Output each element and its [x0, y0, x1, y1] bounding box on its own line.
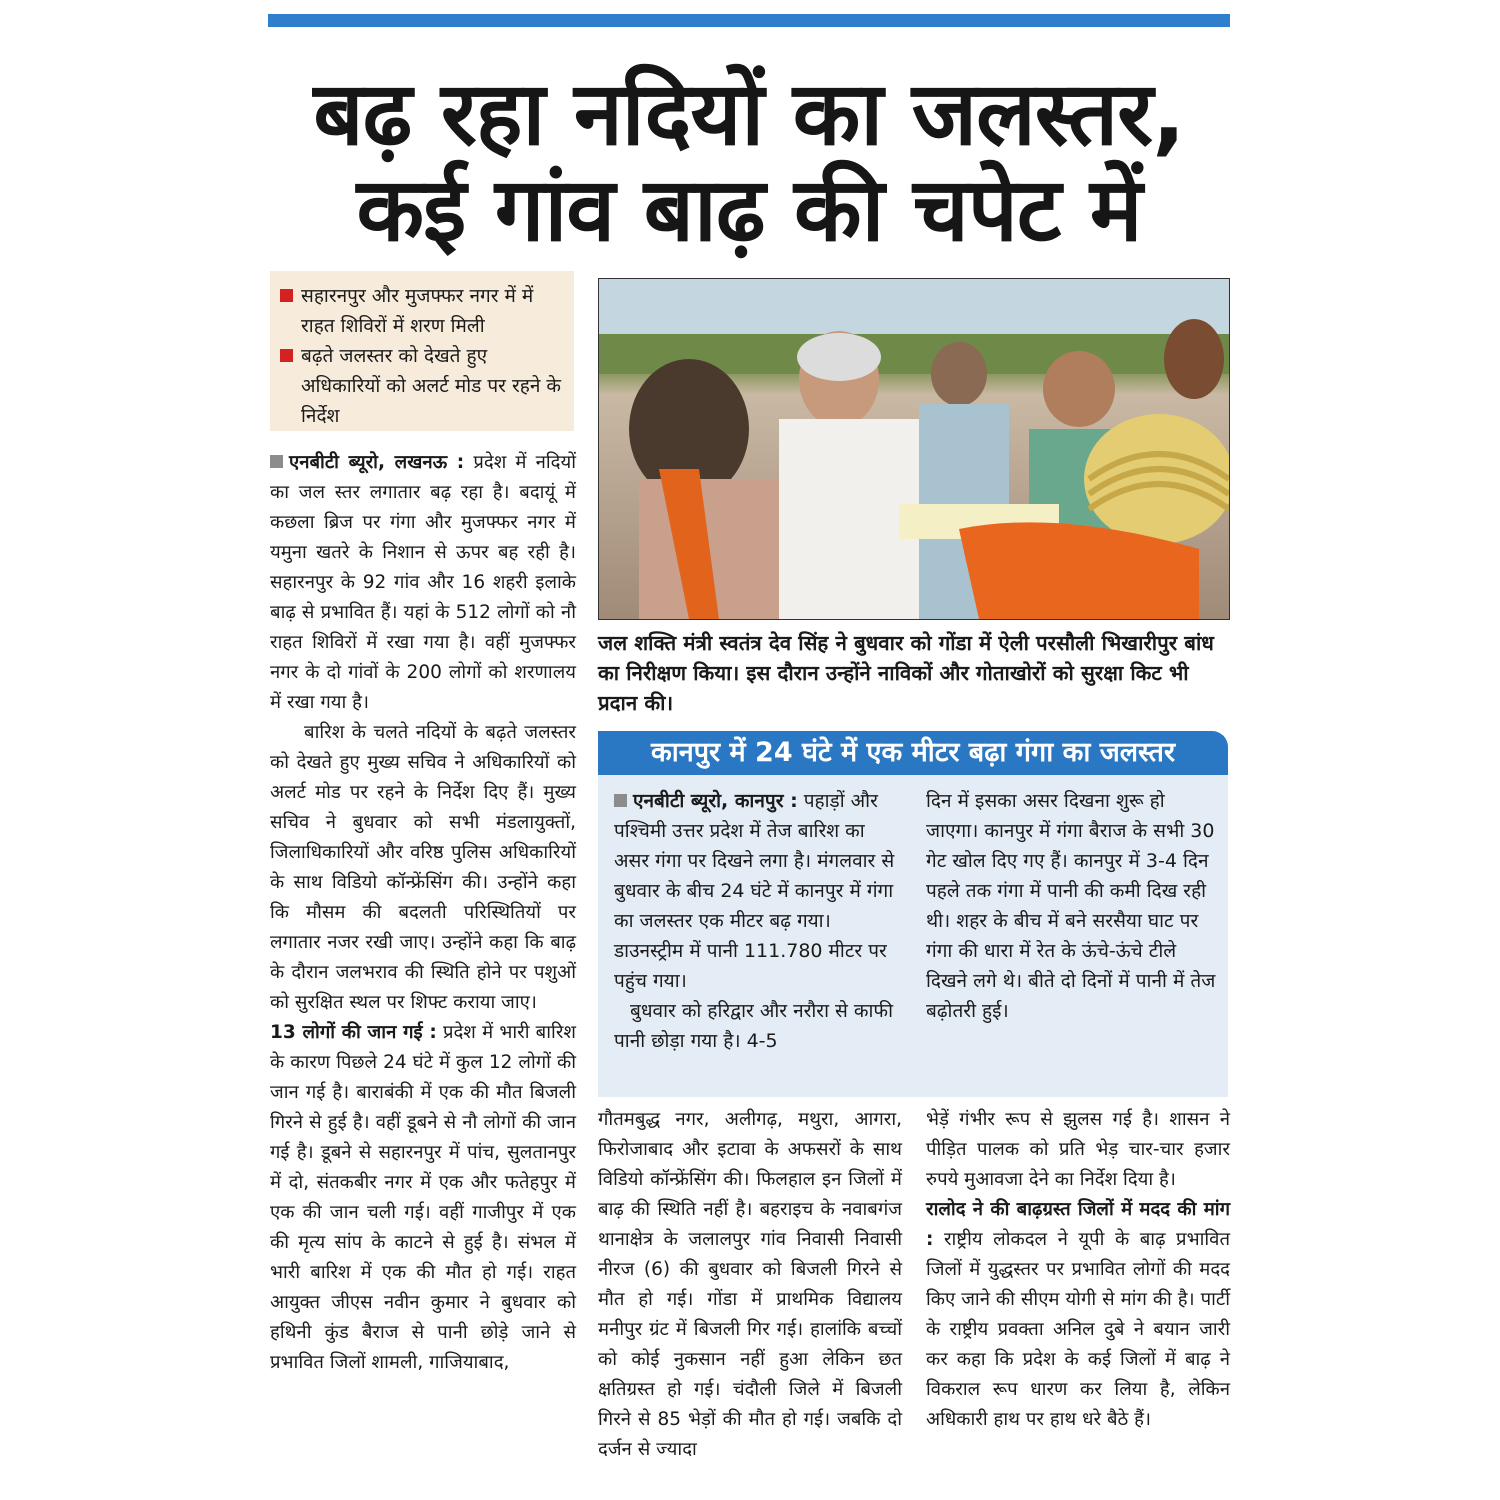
highlight-item [280, 281, 566, 341]
news-photo [598, 278, 1230, 620]
story-column-2: गौतमबुद्ध नगर, अलीगढ़, मथुरा, आगरा, फिरोजाबाद और इटावा के अफसरों के साथ विडियो कॉन्फ्रेंसिंग की। फिलहाल इन जिलों में बाढ़ की स्थिति नहीं है। बहराइच के नवाबगंज थानाक्षेत्र के जलालपुर गांव निवासी निवासी नीरज (6) की बुधवार को बिजली गिरने से मौत हो गई। गोंडा में प्राथमिक विद्यालय मनीपुर ग्रंट में बिजली गिर गई। हालांकि बच्चों को कोई नुकसान नहीं हुआ लेकिन छत क्षतिग्रस्त हो गई। चंदौली जिले में बिजली गिरने से 85 भेड़ों की मौत हो गई। जबकि दो दर्जन से ज्यादा [598, 1109, 902, 1460]
story-subhead: रालोद ने की बाढ़ग्रस्त जिलों में मदद की मांग : [926, 1199, 1230, 1250]
headline-line-2: कई गांव बाढ़ की चपेट में [356, 158, 1142, 261]
story-paragraph: भेड़ें गंभीर रूप से झुलस गई है। शासन ने पीड़ित पालक को प्रति भेड़ चार-चार हजार रुपये मुआवजा देने का निर्देश दिया है। [926, 1109, 1230, 1190]
highlights-box [270, 271, 574, 431]
highlight-item [280, 341, 566, 431]
gray-square-icon [270, 455, 283, 468]
kanpur-column-1 [614, 786, 898, 1056]
story-subhead: 13 लोगों की जान गई : [270, 1022, 437, 1043]
kanpur-paragraph: पहाड़ों और पश्चिमी उत्तर प्रदेश में तेज बारिश का असर गंगा पर दिखने लगा है। मंगलवार से बुधवार के बीच 24 घंटे में कानपुर में गंगा का जलस्तर एक मीटर बढ़ गया। डाउनस्ट्रीम में पानी 111.780 मीटर पर पहुंच गया। [614, 790, 895, 992]
story-column-1 [270, 448, 576, 1378]
red-bullet-icon [280, 349, 293, 362]
kanpur-dateline: एनबीटी ब्यूरो, कानपुर : [633, 790, 798, 812]
story-paragraph: प्रदेश में नदियों का जल स्तर लगातार बढ़ रहा है। बदायूं में कछला ब्रिज पर गंगा और मुजफ्फर नगर में यमुना खतरे के निशान से ऊपर बह रही है। सहारनपुर के 92 गांव और 16 शहरी इलाके बाढ़ से प्रभावित हैं। यहां के 512 लोगों को नौ राहत शिविरों में रखा गया है। वहीं मुजफ्फर नगर के दो गांवों के 200 लोगों को शरणालय में रखा गया है। [270, 452, 576, 713]
headline-line-1: बढ़ रहा नदियों का जलस्तर, [313, 62, 1185, 165]
story-paragraph: बारिश के चलते नदियों के बढ़ते जलस्तर को देखते हुए मुख्य सचिव ने अधिकारियों को अलर्ट मोड पर रहने के निर्देश दिए हैं। मुख्य सचिव ने बुधवार को सभी मंडलायुक्तों, जिलाधिकारियों और वरिष्ठ पुलिस अधिकारियों के साथ विडियो कॉन्फ्रेंसिंग की। उन्होंने कहा कि मौसम की बदलती परिस्थितियों पर लगातार नजर रखी जाए। उन्होंने कहा कि बाढ़ के दौरान जलभराव की स्थिति होने पर पशुओं को सुरक्षित स्थल पर शिफ्ट कराया जाए। [270, 722, 576, 1013]
story-column-3 [926, 1105, 1230, 1435]
highlight-text: बढ़ते जलस्तर को देखते हुए अधिकारियों को अलर्ट मोड पर रहने के निर्देश [301, 345, 562, 427]
highlight-text: सहारनपुर और मुजफ्फर नगर में में राहत शिविरों में शरण मिली [301, 285, 534, 337]
red-bullet-icon [280, 289, 293, 302]
story-paragraph: राष्ट्रीय लोकदल ने यूपी के बाढ़ प्रभावित जिलों में युद्धस्तर पर प्रभावित लोगों की मदद किए जाने की सीएम योगी से मांग की है। पार्टी के राष्ट्रीय प्रवक्ता अनिल दुबे ने बयान जारी कर कहा कि प्रदेश के कई जिलों में बाढ़ ने विकराल रूप धारण कर लिया है, लेकिन अधिकारी हाथ पर हाथ धरे बैठे हैं। [926, 1229, 1230, 1430]
photo-caption: जल शक्ति मंत्री स्वतंत्र देव सिंह ने बुधवार को गोंडा में ऐली परसौली भिखारीपुर बांध का निरीक्षण किया। इस दौरान उन्होंने नाविकों और गोताखोरों को सुरक्षा किट भी प्रदान की। [598, 631, 1214, 715]
photo-illustration [599, 279, 1229, 619]
kanpur-box-title: कानपुर में 24 घंटे में एक मीटर बढ़ा गंगा का जलस्तर [598, 731, 1228, 775]
kanpur-column-2: दिन में इसका असर दिखना शुरू हो जाएगा। कानपुर में गंगा बैराज के सभी 30 गेट खोल दिए गए हैं। कानपुर में 3-4 दिन पहले तक गंगा में पानी की कमी दिख रही थी। शहर के बीच में बने सरसैया घाट पर गंगा की धारा में रेत के ऊंचे-ऊंचे टीले दिखने लगे थे। बीते दो दिनों में पानी में तेज बढ़ोतरी हुई। [926, 790, 1216, 1022]
story-paragraph: प्रदेश में भारी बारिश के कारण पिछले 24 घंटे में कुल 12 लोगों की जान गई है। बाराबंकी में एक की मौत बिजली गिरने से हुई है। वहीं डूबने से नौ लोगों की जान गई है। डूबने से सहारनपुर में पांच, सुलतानपुर में दो, संतकबीर नगर में एक और फतेहपुर में एक की जान चली गई। वहीं गाजीपुर में एक की मृत्य सांप के काटने से हुई है। संभल में भारी बारिश में एक की मौत हो गई। राहत आयुक्त जीएस नवीन कुमार ने बुधवार को हथिनी कुंड बैराज से पानी छोड़े जाने से प्रभावित जिलों शामली, गाजियाबाद, [270, 1022, 576, 1373]
top-color-bar [268, 14, 1230, 27]
kanpur-paragraph: बुधवार को हरिद्वार और नरौरा से काफी पानी छोड़ा गया है। 4-5 [614, 1000, 894, 1052]
dateline: एनबीटी ब्यूरो, लखनऊ : [289, 452, 465, 473]
gray-square-icon [614, 794, 627, 807]
